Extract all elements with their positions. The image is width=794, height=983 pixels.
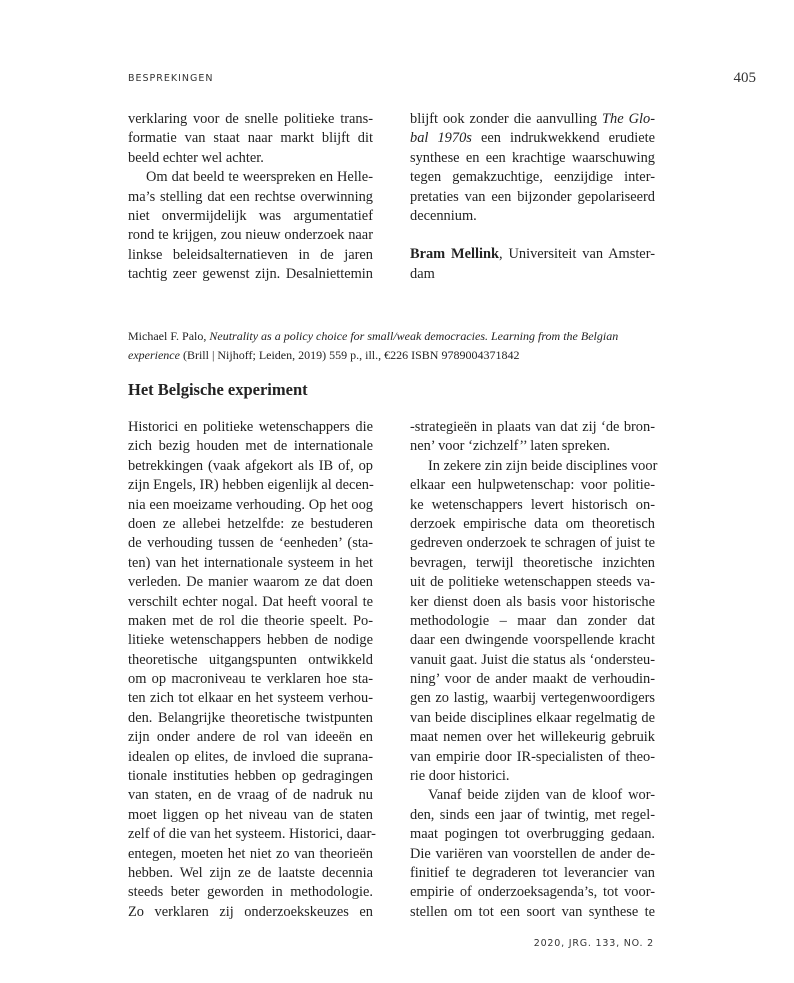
page-number: 405 [733,70,756,86]
text-line: uit de politieke wetenschappen steeds va- [410,574,655,591]
reviewer-name: Bram Mellink [410,246,500,263]
text-line: steeds beter geworden in methodologie. [128,884,373,901]
text-line: Om dat beeld te weerspreken en Helle- [146,169,373,186]
text-line: theoretische uitgangspunten ontwikkeld [128,651,373,668]
text-line: zelf of die van het systeem. Historici, daar- [128,826,376,843]
book-title: Neutrality as a policy choice for small/weak democracies. Learning from the Belgian [209,329,619,343]
text-line: beeld echter wel achter. [128,149,264,166]
text-line: Historici en politieke wetenschappers die [128,419,373,435]
text-line: ten) van het internationale systeem in het [128,554,373,571]
text-line: ning’ voor de ander maakt de verhoudin- [410,671,655,688]
text-line: empirie of onderzoeksagenda’s, tot voor- [410,884,655,901]
text-line: entegen, moeten het niet zo van theorieën [128,845,373,862]
text-line: den, sinds een jaar of twintig, met regel- [410,806,655,823]
text-line: nia een moeizame verhouding. Op het oog [128,496,373,513]
prev-review-left-column [128,110,373,285]
text-line: pretaties van een bijzonder gepolariseerd [410,188,655,205]
text-line: van empirie door IR-specialisten of theo- [410,748,655,765]
text-line: finitief te degraderen tot leverancier van [410,864,655,881]
text-line: formatie van staat naar markt blijft dit [128,130,373,147]
text-line: daar een dwingende voorspellende kracht [410,632,655,649]
review-title: Het Belgische experiment [128,380,308,399]
text-line: derzoek empirische data om theoretisch [410,515,655,532]
text-line: hebben. Wel zijn ze de laatste decennia [128,864,373,881]
text-line: tachtig zeer gewenst zijn. Desalniettemin [128,266,373,283]
text-line: verschilt echter nogal. Dat heeft vooral te [128,593,373,610]
text-line: den. Belangrijke theoretische twistpunten [128,709,373,726]
review-left-column [128,418,376,922]
citation-line-2 [128,346,668,365]
text-fragment: een indrukwekkend erudiete [471,130,655,147]
text-line: linkse beleidsalternatieven in de jaren [128,246,373,263]
text-line: synthese en een krachtige waarschuwing [410,149,655,166]
text-line: In zekere zin zijn beide disciplines voor [428,457,658,474]
text-line: maat nemen over het willekeurig gebruik [410,729,655,746]
journal-issue-footer: 2020, JRG. 133, NO. 2 [533,938,654,949]
text-line: tionale instituties hebben op gedragingen [128,768,373,785]
text-line: Die variëren van voorstellen de ander de- [410,845,655,862]
spacer [410,226,655,245]
prev-review-right-column [410,110,655,284]
book-author: Michael F. Palo, [128,329,210,343]
book-title-cont: experience [128,348,180,362]
text-fragment: blijft ook zonder die aanvulling [410,111,603,127]
text-line: litieke wetenschappers hebben de nodige [128,632,373,649]
text-line: stellen om tot een soort van synthese te [410,903,655,920]
book-title-italic: bal 1970s [410,130,472,147]
text-line: om op macroniveau te verklaren hoe sta- [128,671,373,688]
running-head: BESPREKINGEN [128,73,214,84]
book-citation [128,327,668,365]
text-line: betrekkingen (vaak afgekort als IB of, op [128,457,373,474]
text-line: moet liggen op het niveau van de staten [128,806,373,823]
text-line: de verhouding tussen de ‘eenheden’ (sta- [128,535,373,552]
reviewer-affiliation: , Universiteit van Amster- [499,246,655,263]
text-line: tegen gemakzuchtige, eenzijdige inter- [410,169,655,186]
text-line: methodologie – maar dan zonder dat [410,612,655,629]
text-line: idealen op elites, de invloed die suprana- [128,748,373,765]
text-line [410,129,655,148]
text-line: Vanaf beide zijden van de kloof wor- [428,787,655,804]
text-line: elkaar een hulpwetenschap: voor politie- [410,477,655,494]
text-line: nen’ voor ‘zichzelf’’ laten spreken. [410,438,611,455]
text-line: van staten, en de vraag of de nadruk nu [128,787,373,804]
text-line: niet onvermijdelijk was argumentatief [128,207,373,224]
text-line: verklaring voor de snelle politieke trans- [128,111,373,127]
text-line: gedreven onderzoek te schragen of juist te [410,535,655,552]
book-title-italic: The Glo- [602,111,655,127]
text-line: maken met de rol die theorie speelt. Po- [128,612,373,629]
text-line: -strategieën in plaats van dat zij ‘de bron- [410,419,655,435]
text-line: verleden. De manier waarom ze dat doen [128,574,373,591]
text-line: ke wetenschappers levert historisch on- [410,496,655,513]
text-line: gen zo lastig, waarbij vertegenwoordigers [410,690,655,707]
text-line: maat pogingen tot overbrugging gedaan. [410,826,655,843]
text-line: zijn Engels, IR) hebben eigenlijk al decen- [128,477,374,494]
text-line: ten zich tot elkaar en het systeem verhou- [128,690,373,707]
text-line: rond te krijgen, zou nieuw onderzoek naar [128,227,373,244]
text-line: Zo verklaren zij onderzoekskeuzes en [128,903,373,920]
text-line: zich bezig houden met de internationale [128,438,373,455]
text-line: van beide disciplines elkaar regelmatig de [410,709,655,726]
text-line: doen ze allebei hetzelfde: ze bestuderen [128,515,373,532]
text-line: bevragen, terwijl theoretische inzichten [410,554,655,571]
text-line: ma’s stelling dat een rechtse overwinning [128,188,373,205]
text-line: decennium. [410,207,477,224]
text-line: vanuit gaat. Juist die status als ‘ondersteu- [410,651,655,668]
citation-line-1 [128,327,668,346]
reviewer-byline [410,245,655,264]
text-line: ker dienst doen als basis voor historische [410,593,655,610]
publication-details: (Brill | Nijhoff; Leiden, 2019) 559 p., ill., €226 ISBN 9789004371842 [179,348,520,362]
review-right-column [410,418,658,922]
text-line [410,110,655,129]
text-line: zijn onder andere de rol van ideeën en [128,729,373,746]
text-line: rie door historici. [410,768,510,785]
reviewer-affiliation-cont: dam [410,265,435,282]
